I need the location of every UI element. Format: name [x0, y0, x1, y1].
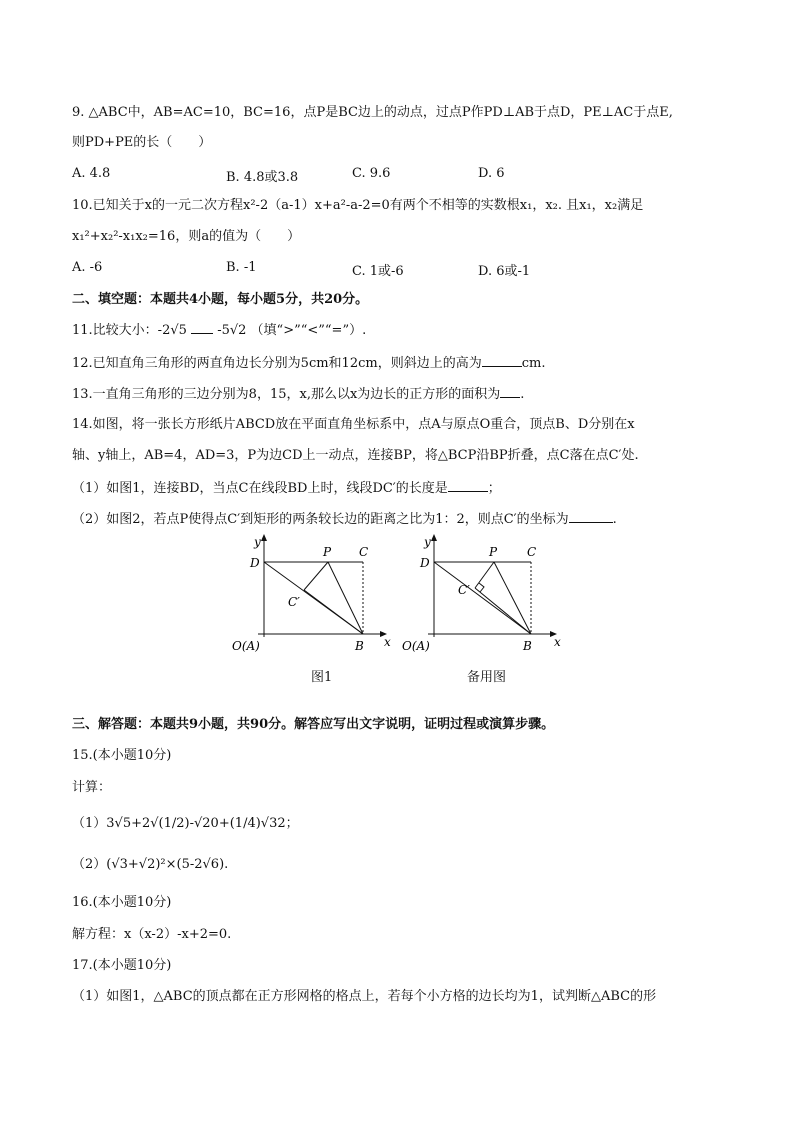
q9-line2: 则PD+PE的长（ ） — [72, 135, 212, 150]
q10-option-b: B. -1 — [226, 260, 257, 275]
q14-line2: 轴、y轴上，AB=4，AD=3，P为边CD上一动点，连接BP，将△BCP沿BP折叠，点C落在点C′处. — [72, 448, 639, 463]
q15-intro: 计算： — [72, 780, 112, 795]
fig1-label-b: B — [355, 639, 364, 653]
fig2-label-b: B — [523, 639, 532, 653]
q9-option-b: B. 4.8或3.8 — [226, 170, 299, 185]
fig2-label-y: y — [424, 535, 431, 549]
figure-2 — [398, 532, 568, 660]
fig2-y-arrow — [431, 534, 437, 541]
q16-title: 16.(本小题10分) — [72, 895, 172, 910]
fig1-label-y: y — [254, 535, 261, 549]
q17-title: 17.(本小题10分) — [72, 958, 172, 973]
fig1-segment-cb — [304, 590, 363, 634]
q13-blank — [500, 385, 520, 398]
q11-line — [72, 321, 366, 340]
fig2-segment-dc — [434, 562, 531, 634]
q16-text: 解方程：x（x-2）-x+2=0. — [72, 927, 232, 942]
q11-blank — [191, 321, 213, 334]
q15-part2: （2）(√3+√2)²×(5-2√6). — [72, 857, 229, 872]
q14-part1-text: （1）如图1，连接BD，当点C在线段BD上时，线段DC′的长度是 — [72, 481, 448, 496]
section3-heading: 三、解答题：本题共9小题，共90分。解答应写出文字说明，证明过程或演算步骤。 — [72, 717, 555, 732]
fig2-caption: 备用图 — [467, 670, 507, 685]
fig1-label-p: P — [323, 545, 332, 559]
fig1-segment-pb — [328, 562, 363, 634]
section2-heading: 二、填空题：本题共4小题，每小题5分，共20分。 — [72, 292, 369, 307]
q14-part2-end: . — [612, 512, 617, 527]
q10-line1: 10.已知关于x的一元二次方程x²-2（a-1）x+a²-a-2=0有两个不相等的实数根x₁，x₂. 且x₁，x₂满足 — [72, 198, 644, 213]
figure-1 — [228, 532, 398, 660]
fig2-right-angle-mark — [479, 583, 484, 592]
fig1-caption: 图1 — [311, 670, 333, 685]
fig2-segment-pc — [475, 562, 494, 588]
fig1-label-x: x — [384, 635, 391, 649]
q10-option-c: C. 1或-6 — [352, 264, 404, 279]
q15-title: 15.(本小题10分) — [72, 748, 172, 763]
q13-suffix: . — [520, 387, 525, 402]
q9-line1: 9. △ABC中，AB=AC=10，BC=16，点P是BC边上的动点，过点P作PD⊥AB于点D，PE⊥AC于点E, — [72, 105, 673, 120]
fig1-label-c: C — [359, 545, 369, 559]
q12-line — [72, 354, 545, 373]
fig2-label-cprime: C′ — [458, 583, 470, 597]
fig1-segment-pc — [304, 562, 328, 590]
q14-part2-text: （2）如图2，若点P使得点C′到矩形的两条较长边的距离之比为1：2，则点C′的坐标为 — [72, 512, 569, 527]
q14-part2-blank — [569, 510, 613, 523]
q9-option-c: C. 9.6 — [352, 166, 391, 181]
q13-line — [72, 385, 524, 404]
q14-part1 — [72, 479, 501, 498]
q12-blank — [482, 354, 522, 367]
fig1-label-cprime: C′ — [288, 595, 300, 609]
q10-option-d: D. 6或-1 — [478, 264, 531, 279]
q11-suffix: （填“>”“<”“=”）. — [250, 323, 367, 338]
fig2-label-o: O(A) — [402, 639, 430, 653]
q11-middle: -5√2 — [217, 323, 247, 338]
fig2-label-x: x — [554, 635, 561, 649]
q10-option-a: A. -6 — [72, 260, 103, 275]
q14-part1-blank — [448, 479, 488, 492]
q14-part2 — [72, 510, 617, 529]
fig2-label-p: P — [489, 545, 498, 559]
q9-option-a: A. 4.8 — [72, 166, 111, 181]
fig1-label-d: D — [250, 556, 260, 570]
q14-part1-end: ； — [487, 481, 501, 496]
q11-prefix: 11.比较大小：-2√5 — [72, 323, 187, 338]
q12-suffix: cm. — [521, 356, 546, 371]
q15-part1: （1）3√5+2√(1/2)-√20+(1/4)√32； — [72, 816, 299, 831]
fig2-label-c: C — [527, 545, 537, 559]
fig1-y-arrow — [261, 534, 267, 541]
q13-prefix: 13.一直角三角形的三边分别为8，15，x,那么以x为边长的正方形的面积为 — [72, 387, 501, 402]
fig2-segment-cb — [475, 588, 531, 634]
q10-line2: x₁²+x₂²-x₁x₂=16，则a的值为（ ） — [72, 229, 301, 244]
q17-text: （1）如图1，△ABC的顶点都在正方形网格的格点上，若每个小方格的边长均为1，试判断△ABC的形 — [72, 989, 657, 1004]
fig1-label-o: O(A) — [232, 639, 260, 653]
q14-line1: 14.如图，将一张长方形纸片ABCD放在平面直角坐标系中，点A与原点O重合，顶点B、D分别在x — [72, 417, 635, 432]
fig2-segment-pb — [494, 562, 531, 634]
q9-option-d: D. 6 — [478, 166, 505, 181]
q12-prefix: 12.已知直角三角形的两直角边长分别为5cm和12cm，则斜边上的高为 — [72, 356, 482, 371]
fig2-label-d: D — [420, 556, 430, 570]
